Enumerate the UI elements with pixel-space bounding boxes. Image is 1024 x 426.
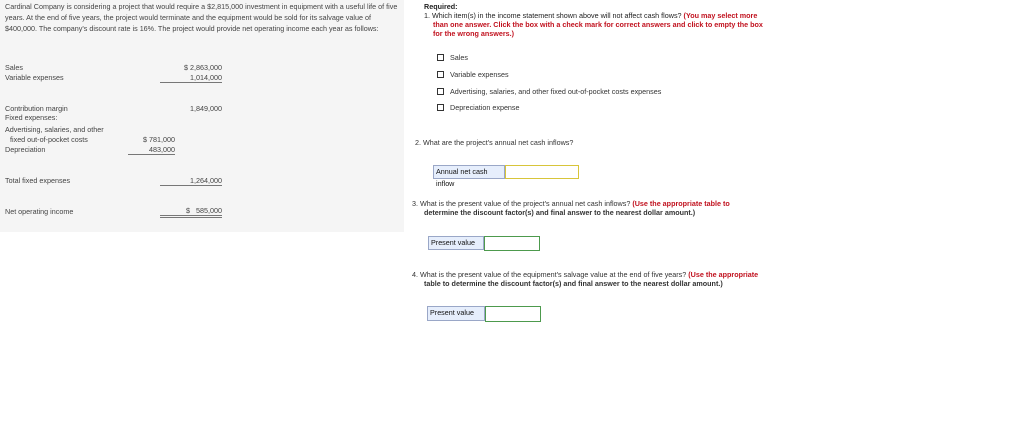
question-1-instruction: (You may select more: [683, 11, 758, 20]
net-operating-income-value: $ 585,000: [160, 206, 222, 218]
option-advertising[interactable]: [437, 87, 661, 96]
variable-expenses-value: 1,014,000: [160, 73, 222, 83]
question-4-text: 4. What is the present value of the equipment's salvage value at the end of five years?: [412, 270, 687, 279]
question-3-instruction-line2: determine the discount factor(s) and final answer to the nearest dollar amount.): [424, 208, 696, 217]
checkbox-advertising[interactable]: [437, 88, 444, 95]
question-4-instruction-line2: table to determine the discount factor(s) and final answer to the nearest dollar amount.): [424, 279, 723, 288]
contribution-margin-value: 1,849,000: [190, 104, 222, 113]
present-value-label-q4: Present value: [427, 306, 485, 321]
question-3: [412, 199, 812, 208]
sales-value: $ 2,863,000: [184, 63, 222, 72]
question-4: [412, 270, 817, 279]
question-1: [424, 11, 819, 20]
checkbox-variable-expenses[interactable]: [437, 71, 444, 78]
question-1-instruction-line2: than one answer. Click the box with a check mark for correct answers and click to empty the box: [433, 20, 763, 29]
checkbox-depreciation[interactable]: [437, 104, 444, 111]
sales-label: Sales: [5, 63, 23, 72]
present-value-label-q3: Present value: [428, 236, 484, 250]
advertising-label-line2: fixed out-of-pocket costs: [10, 135, 88, 144]
question-3-text: 3. What is the present value of the project's annual net cash inflows?: [412, 199, 631, 208]
question-1-instruction-line3: for the wrong answers.): [433, 29, 515, 38]
option-depreciation[interactable]: [437, 103, 520, 112]
required-heading: Required:: [424, 2, 458, 11]
problem-panel: [0, 0, 404, 232]
variable-expenses-label: Variable expenses: [5, 73, 64, 82]
question-2: 2. What are the project's annual net cash inflows?: [415, 138, 574, 147]
contribution-margin-label: Contribution margin: [5, 104, 68, 113]
question-3-instruction: (Use the appropriate table to: [632, 199, 730, 208]
net-operating-income-label: Net operating income: [5, 207, 74, 216]
annual-net-cash-inflow-label: Annual net cash inflow: [433, 165, 505, 179]
advertising-label-line1: Advertising, salaries, and other: [5, 125, 104, 134]
advertising-value: $ 781,000: [143, 135, 175, 144]
question-4-instruction: (Use the appropriate: [688, 270, 759, 279]
option-sales[interactable]: [437, 53, 468, 62]
total-fixed-label: Total fixed expenses: [5, 176, 71, 185]
option-variable-expenses-label: Variable expenses: [450, 70, 509, 79]
option-variable-expenses[interactable]: [437, 70, 509, 79]
depreciation-value: 483,000: [128, 145, 175, 155]
question-1-text: 1. Which item(s) in the income statement shown above will not affect cash flows?: [424, 11, 682, 20]
option-advertising-label: Advertising, salaries, and other fixed out-of-pocket costs expenses: [450, 87, 662, 96]
fixed-expenses-header: Fixed expenses:: [5, 113, 58, 122]
total-fixed-value: 1,264,000: [160, 176, 222, 186]
option-sales-label: Sales: [450, 53, 468, 62]
problem-intro: Cardinal Company is considering a project that would require a $2,815,000 investment in equipment with a useful life of five years. At the end of five years, the project would terminate and the equipment would be sold for its salvage value of $400,000. The company's discount rate is 16%. The project would provide net operating income each year as follows:: [5, 2, 398, 33]
present-value-input-q4[interactable]: [485, 306, 541, 322]
depreciation-label: Depreciation: [5, 145, 46, 154]
option-depreciation-label: Depreciation expense: [450, 103, 520, 112]
checkbox-sales[interactable]: [437, 54, 444, 61]
present-value-input-q3[interactable]: [484, 236, 540, 251]
annual-net-cash-inflow-input[interactable]: [505, 165, 579, 179]
